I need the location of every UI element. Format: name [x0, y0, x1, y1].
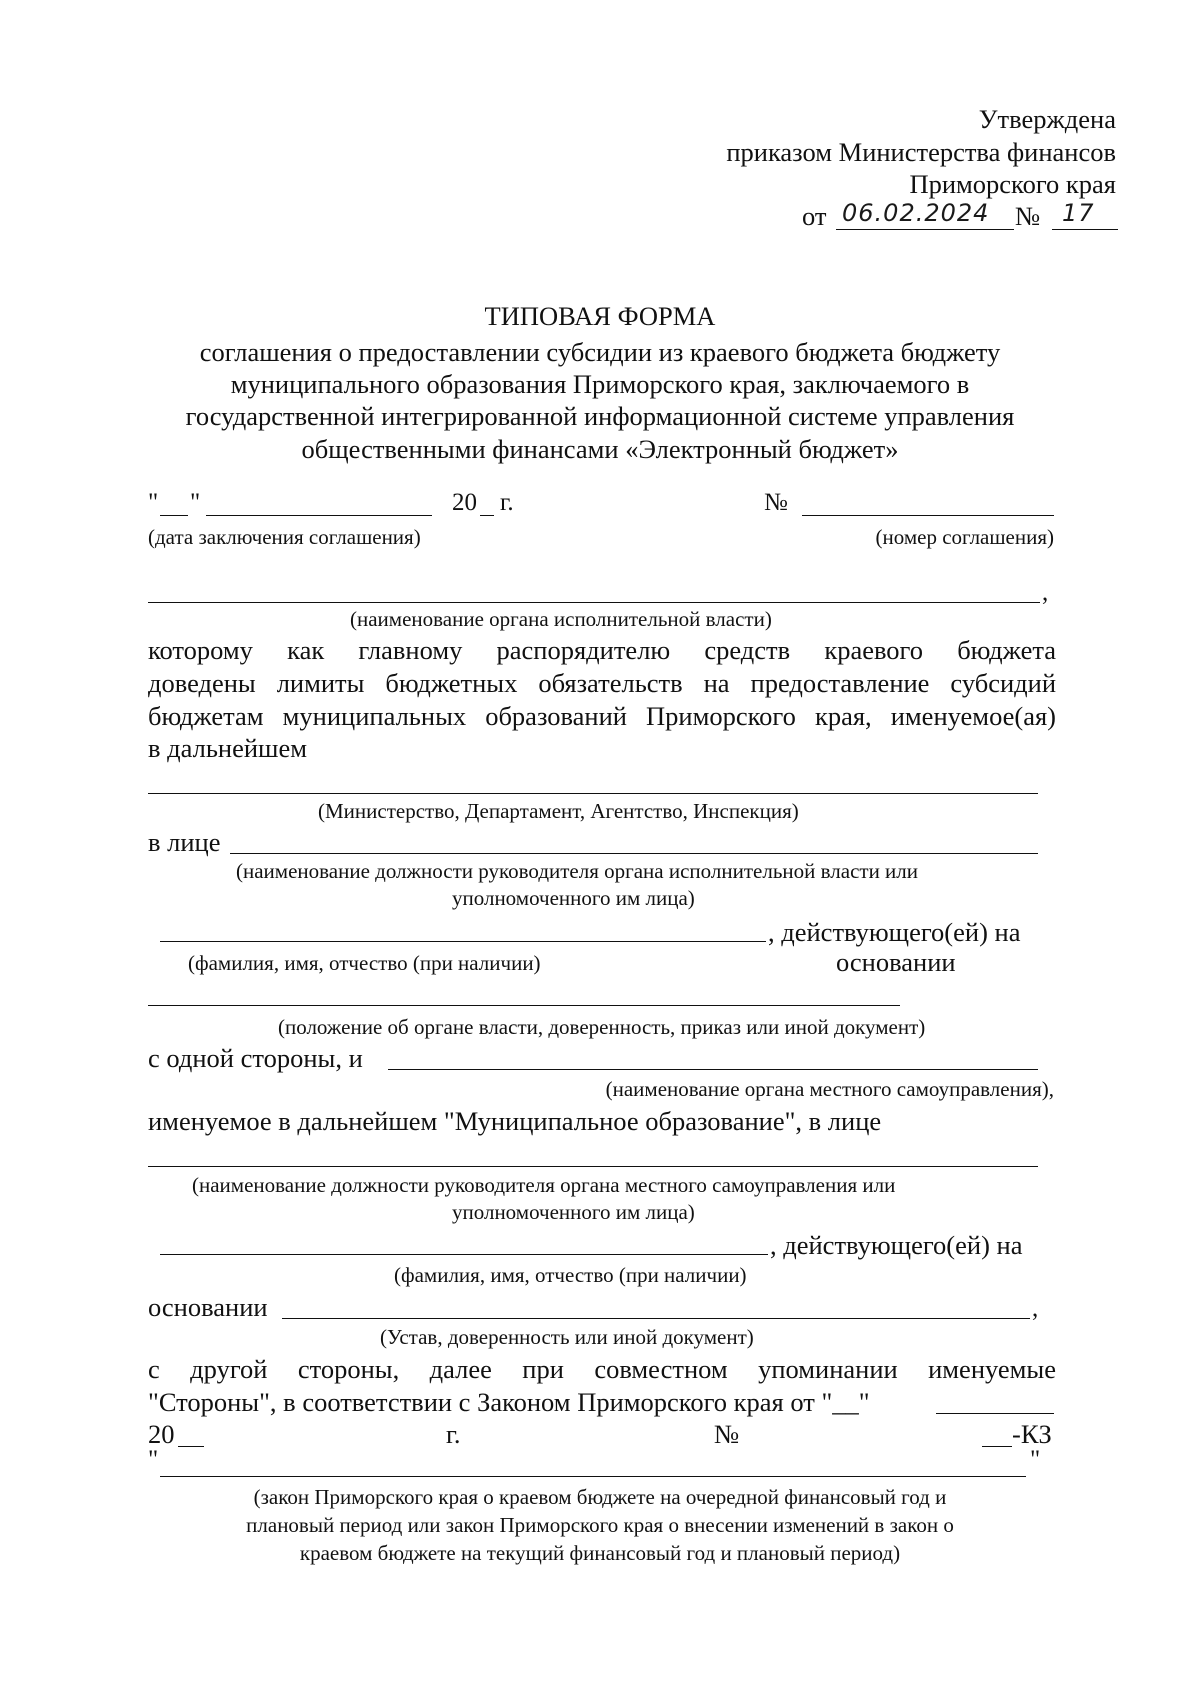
- paragraph-1-line-4: в дальнейшем: [148, 733, 307, 763]
- fio-2-caption: (фамилия, имя, отчество (при наличии): [394, 1263, 747, 1287]
- date-quote-close: ": [190, 489, 201, 516]
- paragraph-1-line-2: доведены лимиты бюджетных обязательств на предоставление субсидий: [148, 668, 1056, 698]
- other-side-line-1: с другой стороны, далее при совместном упоминании именуемые: [148, 1354, 1056, 1384]
- named-mo-text: именуемое в дальнейшем "Муниципальное образование", в лице: [148, 1106, 882, 1136]
- law-caption-1: (закон Приморского края о краевом бюджете на очередной финансовый год и: [253, 1485, 947, 1509]
- approval-line-3: Приморского края: [909, 169, 1116, 199]
- form-title-line-4: общественными финансами «Электронный бюджет»: [301, 434, 899, 464]
- v-litse-label: в лице: [148, 827, 221, 857]
- date-month-line: [206, 515, 432, 516]
- local-head-line: [148, 1166, 1038, 1167]
- paragraph-1-line-1: которому как главному распорядителю средств краевого бюджета: [148, 635, 1056, 665]
- date-year-suffix: г.: [500, 489, 514, 516]
- executive-body-line: [148, 602, 1040, 603]
- executive-body-caption: (наименование органа исполнительной власти): [350, 607, 772, 631]
- form-title-line-2: муниципального образования Приморского края, заключаемого в: [230, 369, 970, 399]
- charter-comma: ,: [1032, 1295, 1039, 1322]
- law-number-sign: №: [714, 1419, 740, 1449]
- head-position-caption-2: уполномоченного им лица): [452, 886, 695, 910]
- charter-line: [282, 1318, 1030, 1319]
- form-title-line-1: соглашения о предоставлении субсидии из краевого бюджета бюджету: [199, 337, 1001, 367]
- date-quote-open: ": [148, 489, 159, 516]
- law-date-line: [936, 1413, 1054, 1414]
- ministry-caption: (Министерство, Департамент, Агентство, Инспекция): [318, 799, 799, 823]
- ministry-line: [148, 793, 1038, 794]
- form-heading: ТИПОВАЯ ФОРМА: [484, 301, 716, 331]
- law-year-line: [178, 1446, 204, 1447]
- acting-1-text: , действующего(ей) на: [768, 917, 1021, 947]
- charter-caption: (Устав, доверенность или иной документ): [380, 1325, 754, 1349]
- approval-ot: от: [802, 201, 827, 231]
- approval-line-1: Утверждена: [978, 104, 1116, 134]
- fio-2-line: [160, 1254, 768, 1255]
- law-year-prefix: 20: [148, 1419, 175, 1449]
- osnovanii-2-label: основании: [148, 1292, 268, 1322]
- law-g: г.: [446, 1419, 461, 1449]
- approval-number-sign: №: [1015, 201, 1041, 231]
- agreement-number-sign: №: [764, 489, 788, 516]
- approval-number-line: [1052, 229, 1118, 230]
- agreement-number-line: [802, 515, 1054, 516]
- date-caption: (дата заключения соглашения): [148, 525, 421, 549]
- local-head-caption-2: уполномоченного им лица): [452, 1200, 695, 1224]
- head-position-caption-1: (наименование должности руководителя органа исполнительной власти или: [236, 859, 919, 883]
- date-year-line: [480, 515, 494, 516]
- approval-date-line: [836, 229, 1014, 230]
- approval-number-handwritten: 17: [1062, 199, 1095, 227]
- fio-1-caption: (фамилия, имя, отчество (при наличии): [188, 951, 541, 975]
- basis-1-caption: (положение об органе власти, доверенность, приказ или иной документ): [278, 1015, 926, 1039]
- law-quote-right: ": [1030, 1446, 1041, 1473]
- law-caption-2: плановый период или закон Приморского края о внесении изменений в закон о: [246, 1513, 954, 1537]
- fio-1-line: [160, 941, 766, 942]
- approval-date-handwritten: 06.02.2024: [842, 199, 990, 227]
- basis-1-line: [148, 1005, 900, 1006]
- law-number-line: [982, 1446, 1012, 1447]
- law-name-line: [160, 1476, 1026, 1477]
- executive-body-comma: ,: [1042, 579, 1049, 606]
- approval-line-2: приказом Министерства финансов: [726, 137, 1116, 167]
- head-position-line: [230, 853, 1038, 854]
- paragraph-1-line-3: бюджетам муниципальных образований Приморского края, именуемое(ая): [148, 701, 1056, 731]
- law-quote-left: ": [148, 1446, 159, 1473]
- local-head-caption-1: (наименование должности руководителя органа местного самоуправления или: [192, 1173, 896, 1197]
- acting-2-text: , действующего(ей) на: [770, 1230, 1023, 1260]
- date-year-prefix: 20: [452, 489, 477, 516]
- date-day-line: [160, 515, 188, 516]
- law-kz: -КЗ: [1012, 1419, 1052, 1449]
- one-side-text: с одной стороны, и: [148, 1043, 363, 1073]
- law-caption-3: краевом бюджете на текущий финансовый год и плановый период): [299, 1541, 901, 1565]
- other-side-line-2: "Стороны", в соответствии с Законом Приморского края от "__": [148, 1387, 870, 1417]
- osnovanii-1-label: основании: [836, 947, 956, 977]
- number-caption: (номер соглашения): [875, 525, 1054, 549]
- form-title-line-3: государственной интегрированной информационной системе управления: [185, 401, 1015, 431]
- local-gov-line: [388, 1069, 1038, 1070]
- local-gov-caption: (наименование органа местного самоуправления),: [605, 1077, 1054, 1101]
